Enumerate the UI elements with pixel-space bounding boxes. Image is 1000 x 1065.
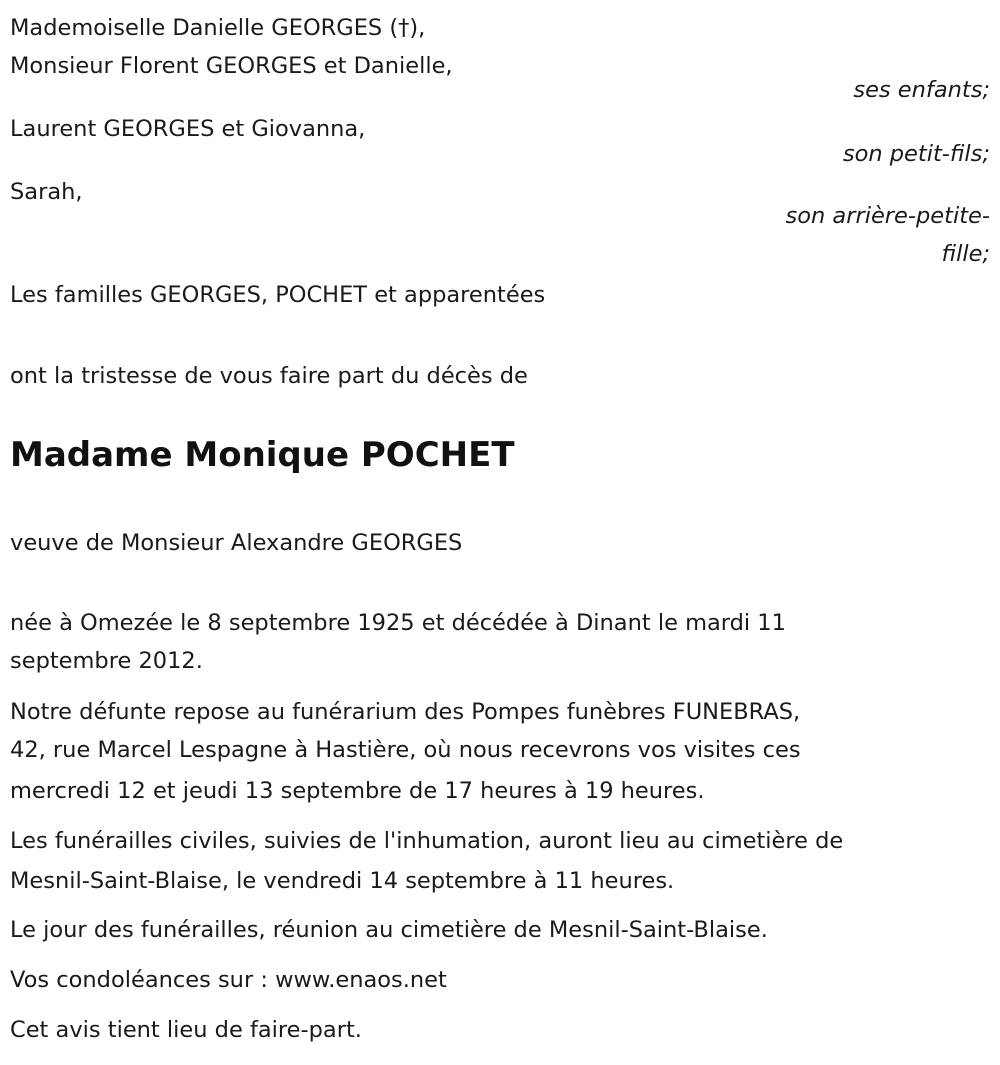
body-line-3: Notre défunte repose au funérarium des Pompes funèbres FUNEBRAS, [10, 699, 801, 725]
family-line-4: Sarah, [10, 179, 83, 205]
body-line-2: septembre 2012. [10, 648, 203, 674]
family-line-1: Mademoiselle Danielle GEORGES (†), [10, 15, 426, 41]
condolences-link-line: Vos condoléances sur : www.enaos.net [10, 967, 447, 993]
deceased-name: Madame Monique POCHET [10, 435, 515, 475]
widow-of: veuve de Monsieur Alexandre GEORGES [10, 530, 463, 556]
family-line-5: Les familles GEORGES, POCHET et apparentées [10, 282, 546, 308]
body-line-5: mercredi 12 et jeudi 13 septembre de 17 heures à 19 heures. [10, 778, 705, 804]
body-line-1: née à Omezée le 8 septembre 1925 et décédée à Dinant le mardi 11 [10, 610, 786, 636]
closing-note: Cet avis tient lieu de faire-part. [10, 1017, 362, 1043]
relation-children: ses enfants; [853, 77, 990, 103]
relation-great-granddaughter: son arrière-petite- [785, 203, 990, 229]
body-line-4: 42, rue Marcel Lespagne à Hastière, où nous recevrons vos visites ces [10, 737, 801, 763]
body-line-6: Les funérailles civiles, suivies de l'inhumation, auront lieu au cimetière de [10, 828, 844, 854]
family-line-2: Monsieur Florent GEORGES et Danielle, [10, 53, 453, 79]
relation-great-granddaughter-cont: fille; [941, 241, 990, 267]
intro-text: ont la tristesse de vous faire part du décès de [10, 363, 528, 389]
relation-grandson: son petit-fils; [842, 141, 990, 167]
family-line-3: Laurent GEORGES et Giovanna, [10, 116, 366, 142]
body-line-8: Le jour des funérailles, réunion au cimetière de Mesnil-Saint-Blaise. [10, 917, 768, 943]
body-line-7: Mesnil-Saint-Blaise, le vendredi 14 septembre à 11 heures. [10, 868, 675, 894]
